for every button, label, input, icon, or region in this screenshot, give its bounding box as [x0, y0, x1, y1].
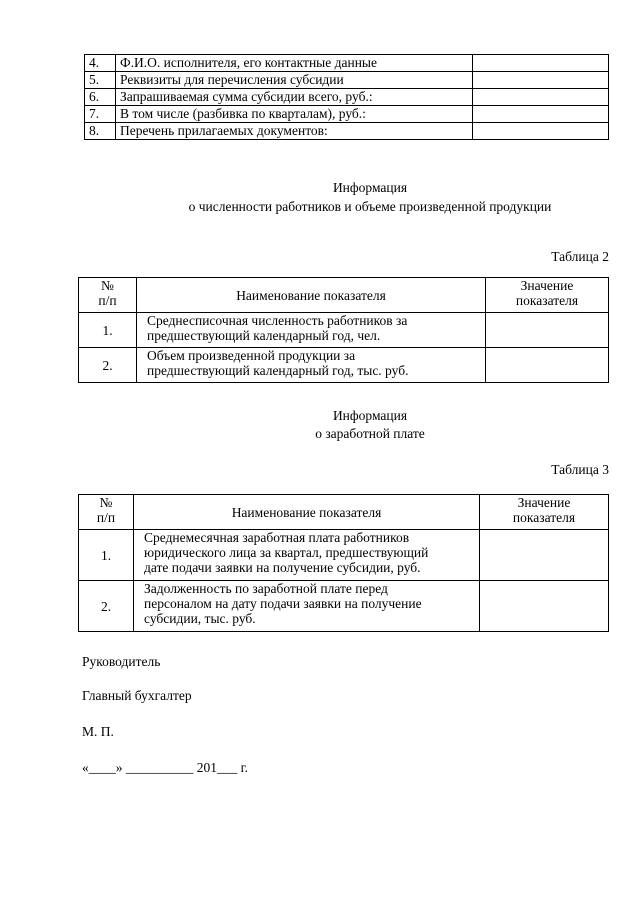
- table-row: [85, 72, 609, 89]
- row-value[interactable]: [486, 348, 609, 383]
- table-header: [79, 278, 609, 313]
- row-text: Среднемесячная заработная плата работников юридического лица за квартал, предшествующий дате подачи заявки на получение субсидии, руб.: [134, 530, 480, 581]
- row-value[interactable]: [480, 530, 609, 581]
- accountant-signature-label: Главный бухгалтер: [82, 688, 192, 703]
- table-row: [79, 581, 609, 632]
- section-title: Информация: [332, 408, 408, 423]
- row-number: 4.: [85, 55, 116, 72]
- date-line: «____» __________ 201___ г.: [82, 760, 249, 775]
- row-text: Перечень прилагаемых документов:: [116, 123, 473, 140]
- row-value[interactable]: [473, 123, 609, 140]
- row-value[interactable]: [473, 89, 609, 106]
- header-num: № п/п: [79, 495, 134, 530]
- row-value[interactable]: [473, 106, 609, 123]
- section-title: Информация: [332, 180, 408, 195]
- info-table: [84, 54, 609, 140]
- table-row: [85, 106, 609, 123]
- row-number: 8.: [85, 123, 116, 140]
- row-number: 2.: [79, 348, 137, 383]
- table-row: [85, 123, 609, 140]
- row-value[interactable]: [473, 55, 609, 72]
- row-number: 5.: [85, 72, 116, 89]
- row-text: Запрашиваемая сумма субсидии всего, руб.:: [116, 89, 473, 106]
- table-row: [85, 55, 609, 72]
- row-text: Реквизиты для перечисления субсидии: [116, 72, 473, 89]
- row-text: В том числе (разбивка по кварталам), руб.:: [116, 106, 473, 123]
- table-row: [79, 313, 609, 348]
- table-label: Таблица 3: [551, 462, 609, 477]
- employees-table: [78, 277, 609, 383]
- header-name: Наименование показателя: [137, 278, 486, 313]
- header-num: № п/п: [79, 278, 137, 313]
- salary-table: [78, 494, 609, 632]
- table-row: [85, 89, 609, 106]
- row-number: 6.: [85, 89, 116, 106]
- row-text: Среднесписочная численность работников за предшествующий календарный год, чел.: [137, 313, 486, 348]
- header-value: Значение показателя: [480, 495, 609, 530]
- table-row: [79, 348, 609, 383]
- row-value[interactable]: [486, 313, 609, 348]
- head-signature-label: Руководитель: [82, 654, 161, 669]
- table-label: Таблица 2: [551, 249, 609, 264]
- section-subtitle: о заработной плате: [315, 426, 425, 441]
- table-header: [79, 495, 609, 530]
- header-name: Наименование показателя: [134, 495, 480, 530]
- table-row: [79, 530, 609, 581]
- stamp-label: М. П.: [82, 724, 114, 739]
- row-number: 2.: [79, 581, 134, 632]
- row-value[interactable]: [480, 581, 609, 632]
- row-number: 1.: [79, 530, 134, 581]
- header-value: Значение показателя: [486, 278, 609, 313]
- row-number: 7.: [85, 106, 116, 123]
- row-text: Задолженность по заработной плате перед персоналом на дату подачи заявки на получение субсидии, тыс. руб.: [134, 581, 480, 632]
- row-value[interactable]: [473, 72, 609, 89]
- section-subtitle: о численности работников и объеме произведенной продукции: [188, 199, 552, 214]
- row-text: Объем произведенной продукции за предшествующий календарный год, тыс. руб.: [137, 348, 486, 383]
- row-text: Ф.И.О. исполнителя, его контактные данные: [116, 55, 473, 72]
- row-number: 1.: [79, 313, 137, 348]
